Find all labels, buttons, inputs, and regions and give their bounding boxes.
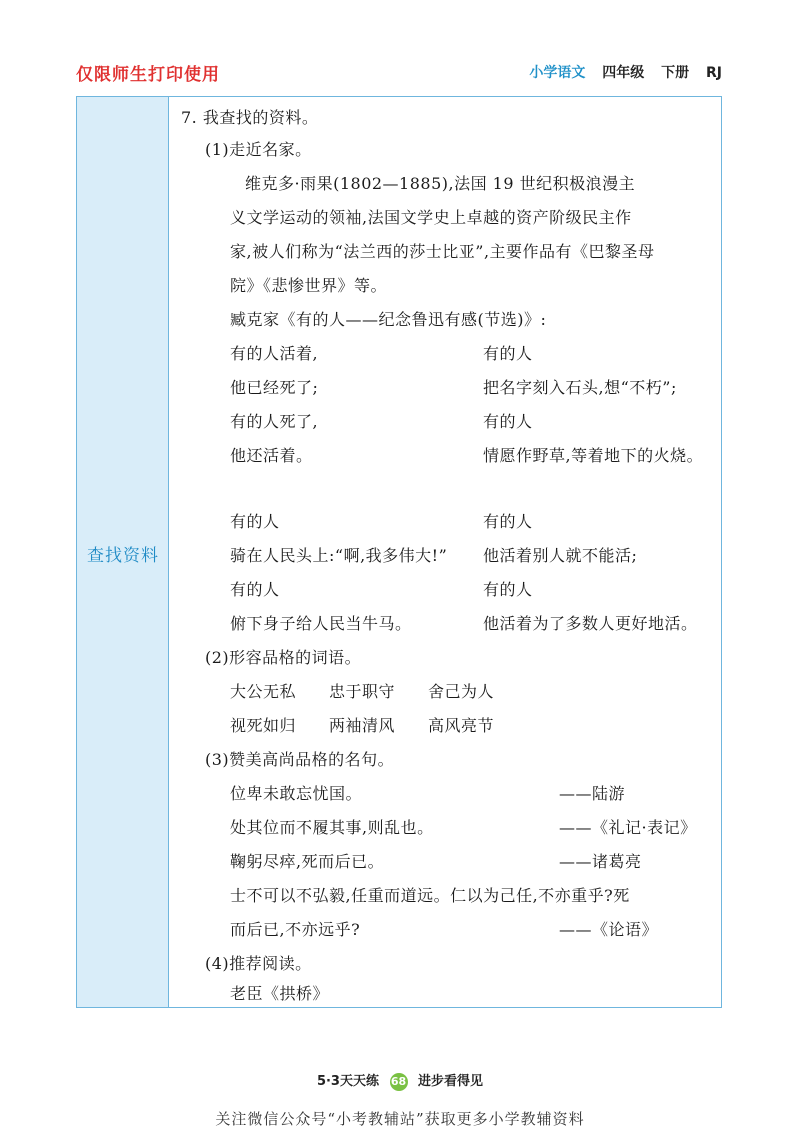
edition-label: RJ: [706, 65, 722, 81]
word-row: 大公无私 忠于职守 舍己为人: [230, 682, 495, 701]
poem-line: 有的人: [483, 344, 533, 363]
content-area: [169, 97, 721, 1007]
poem-line: 有的人: [230, 580, 280, 599]
poem-line: 有的人: [230, 512, 280, 531]
poem-line: 他活着为了多数人更好地活。: [483, 614, 698, 633]
quote-text: 位卑未敢忘忧国。: [230, 784, 363, 803]
volume-label: 下册: [661, 65, 690, 81]
poem-line: 骑在人民头上:“啊,我多伟大!”: [230, 546, 448, 565]
quote-source: ——诸葛亮: [559, 852, 642, 871]
poem-line: 有的人: [483, 412, 533, 431]
watermark-text: 关注微信公众号“小考教辅站”获取更多小学教辅资料: [215, 1110, 585, 1128]
quote-text: 而后已,不亦远乎?: [230, 920, 361, 939]
side-label: 查找资料: [87, 546, 159, 566]
para-line: 维克多·雨果(1802—1885),法国 19 世纪积极浪漫主: [245, 174, 636, 193]
poem-line: 他活着别人就不能活;: [483, 546, 638, 565]
para-line: 家,被人们称为“法兰西的莎士比亚”,主要作品有《巴黎圣母: [230, 242, 655, 261]
poem-line: 俯下身子给人民当牛马。: [230, 614, 412, 633]
book-info: [529, 62, 722, 82]
quote-text: 鞠躬尽瘁,死而后已。: [230, 852, 385, 871]
section-2-title: (2)形容品格的词语。: [205, 648, 362, 667]
page-number: 68: [390, 1073, 408, 1091]
poem-line: 他还活着。: [230, 446, 313, 465]
section-4-title: (4)推荐阅读。: [205, 954, 312, 973]
footer-slogan: 进步看得见: [418, 1074, 484, 1089]
quote-source: ——《礼记·表记》: [559, 818, 697, 837]
page-footer: [0, 1070, 800, 1091]
poem-line: 有的人死了,: [230, 412, 319, 431]
section-3-title: (3)赞美高尚品格的名句。: [205, 750, 395, 769]
reading-item: 老臣《拱桥》: [230, 984, 330, 1003]
quote-text: 士不可以不弘毅,任重而道远。仁以为己任,不亦重乎?死: [230, 886, 630, 905]
grade-label: 四年级: [602, 65, 645, 81]
para-line: 义文学运动的领袖,法国文学史上卓越的资产阶级民主作: [230, 208, 632, 227]
quote-source: ——陆游: [559, 784, 626, 803]
subject-label: 小学语文: [529, 65, 586, 81]
word-row: 视死如归 两袖清风 高风亮节: [230, 716, 495, 735]
poem-line: 有的人活着,: [230, 344, 319, 363]
print-notice: 仅限师生打印使用: [76, 65, 220, 85]
quote-text: 处其位而不履其事,则乱也。: [230, 818, 434, 837]
poem-line: 情愿作野草,等着地下的火烧。: [483, 446, 704, 465]
footer-brand: 5·3天天练: [316, 1074, 379, 1089]
poem-line: 他已经死了;: [230, 378, 319, 397]
poem-line: 有的人: [483, 580, 533, 599]
poem-title: 臧克家《有的人——纪念鲁迅有感(节选)》:: [230, 310, 547, 329]
material-box: [76, 96, 722, 1008]
side-column: [77, 97, 169, 1007]
question-title: 7. 我查找的资料。: [181, 108, 319, 127]
poem-line: 把名字刻入石头,想“不朽”;: [483, 378, 677, 397]
quote-source: ——《论语》: [559, 920, 659, 939]
section-1-title: (1)走近名家。: [205, 140, 312, 159]
poem-line: 有的人: [483, 512, 533, 531]
para-line: 院》《悲惨世界》等。: [230, 276, 388, 295]
